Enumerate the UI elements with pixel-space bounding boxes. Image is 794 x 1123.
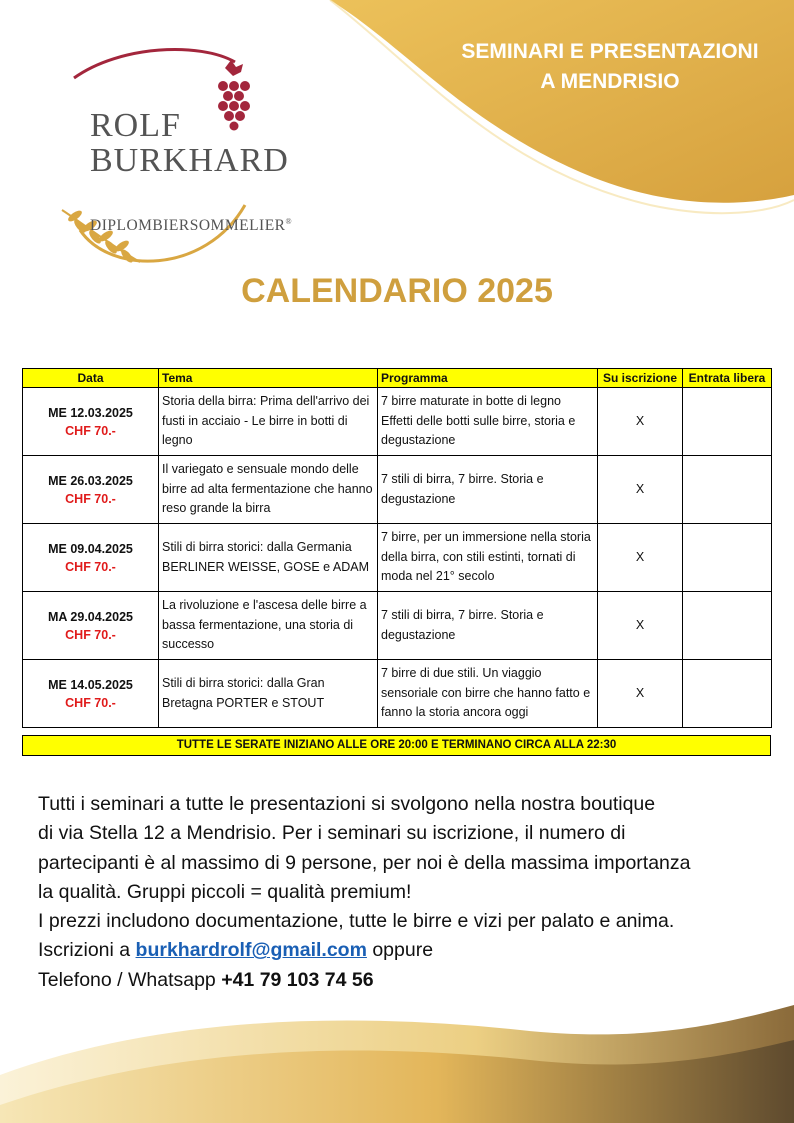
program-cell: 7 birre maturate in botte di legno Effetti delle botti sulle birre, storia e degustazione xyxy=(378,388,598,456)
logo-subtitle-text: DIPLOMBIERSOMMELIER xyxy=(90,217,286,235)
program-cell: 7 stili di birra, 7 birre. Storia e degustazione xyxy=(378,456,598,524)
registration-line xyxy=(38,936,783,965)
logo-subtitle xyxy=(90,217,292,235)
header-title-line2: A MENDRISIO xyxy=(540,70,680,93)
logo-red-arc xyxy=(74,49,235,78)
row-date: ME 12.03.2025 xyxy=(48,405,133,420)
info-line: di via Stella 12 a Mendrisio. Per i seminari su iscrizione, il numero di xyxy=(38,822,626,845)
footer-gold-wave xyxy=(0,985,794,1123)
row-price: CHF 70.- xyxy=(65,491,116,506)
schedule-footer-note: TUTTE LE SERATE INIZIANO ALLE ORE 20:00 E TERMINANO CIRCA ALLA 22:30 xyxy=(22,735,771,756)
logo xyxy=(40,40,300,280)
registered-mark: ® xyxy=(285,217,293,226)
program-cell: 7 birre, per un immersione nella storia della birra, con stili estinti, tornati di moda nel 21° secolo xyxy=(378,524,598,592)
header-program: Programma xyxy=(378,369,598,388)
phone-prefix: Telefono / Whatsapp xyxy=(38,968,222,991)
row-date: ME 14.05.2025 xyxy=(48,677,133,692)
topic-cell: Stili di birra storici: dalla Germania BERLINER WEISSE, GOSE e ADAM xyxy=(159,524,378,592)
free-entry-cell xyxy=(683,592,772,660)
program-cell: 7 stili di birra, 7 birre. Storia e degustazione xyxy=(378,592,598,660)
phone-line xyxy=(38,966,783,995)
grape-cluster-icon xyxy=(218,81,250,131)
calendar-title: CALENDARIO 2025 xyxy=(241,272,553,310)
free-entry-cell xyxy=(683,660,772,728)
table-row xyxy=(23,524,772,592)
table-row xyxy=(23,456,772,524)
email-link[interactable]: burkhardrolf@gmail.com xyxy=(135,939,367,962)
registration-prefix: Iscrizioni a xyxy=(38,939,136,962)
date-cell xyxy=(23,388,159,456)
program-cell: 7 birre di due stili. Un viaggio sensoriale con birre che hanno fatto e fanno la storia ancora oggi xyxy=(378,660,598,728)
free-entry-cell xyxy=(683,456,772,524)
header-title-line1: SEMINARI E PRESENTAZIONI xyxy=(461,40,759,63)
logo-name-line2: BURKHARD xyxy=(90,142,289,179)
registration-cell: X xyxy=(598,660,683,728)
date-cell xyxy=(23,660,159,728)
table-row xyxy=(23,388,772,456)
free-entry-cell xyxy=(683,524,772,592)
topic-cell: Storia della birra: Prima dell'arrivo dei fusti in acciaio - Le birre in botti di legno xyxy=(159,388,378,456)
table-header-row xyxy=(23,369,772,388)
info-line: Tutti i seminari a tutte le presentazioni si svolgono nella nostra boutique xyxy=(38,793,656,815)
registration-cell: X xyxy=(598,456,683,524)
topic-cell: Stili di birra storici: dalla Gran Bretagna PORTER e STOUT xyxy=(159,660,378,728)
header-title xyxy=(430,37,790,97)
row-price: CHF 70.- xyxy=(65,627,116,642)
row-date: ME 09.04.2025 xyxy=(48,541,133,556)
table-row xyxy=(23,592,772,660)
row-date: MA 29.04.2025 xyxy=(47,609,133,624)
registration-cell: X xyxy=(598,592,683,660)
header-registration: Su iscrizione xyxy=(598,369,683,388)
row-price: CHF 70.- xyxy=(65,559,116,574)
info-line: partecipanti è al massimo di 9 persone, per noi è della massima importanza xyxy=(38,851,691,874)
row-price: CHF 70.- xyxy=(65,423,116,438)
date-cell xyxy=(23,456,159,524)
header-topic: Tema xyxy=(159,369,378,388)
registration-cell: X xyxy=(598,524,683,592)
registration-suffix: oppure xyxy=(366,939,434,962)
topic-cell: La rivoluzione e l'ascesa delle birre a bassa fermentazione, una storia di successo xyxy=(159,592,378,660)
info-paragraph xyxy=(38,790,783,995)
table-row xyxy=(23,660,772,728)
header-date: Data xyxy=(23,369,159,388)
row-price: CHF 70.- xyxy=(65,695,116,710)
phone-number[interactable]: +41 79 103 74 56 xyxy=(221,968,374,991)
free-entry-cell xyxy=(683,388,772,456)
info-line: la qualità. Gruppi piccoli = qualità premium! xyxy=(38,880,412,903)
date-cell xyxy=(23,592,159,660)
row-date: ME 26.03.2025 xyxy=(48,473,133,488)
logo-name-line1: ROLF xyxy=(90,107,181,144)
registration-cell: X xyxy=(598,388,683,456)
schedule-table xyxy=(22,368,772,728)
header-free-entry: Entrata libera xyxy=(683,369,772,388)
info-line: I prezzi includono documentazione, tutte le birre e vizi per palato e anima. xyxy=(38,910,675,933)
date-cell xyxy=(23,524,159,592)
topic-cell: Il variegato e sensuale mondo delle birre ad alta fermentazione che hanno reso grande la birra xyxy=(159,456,378,524)
